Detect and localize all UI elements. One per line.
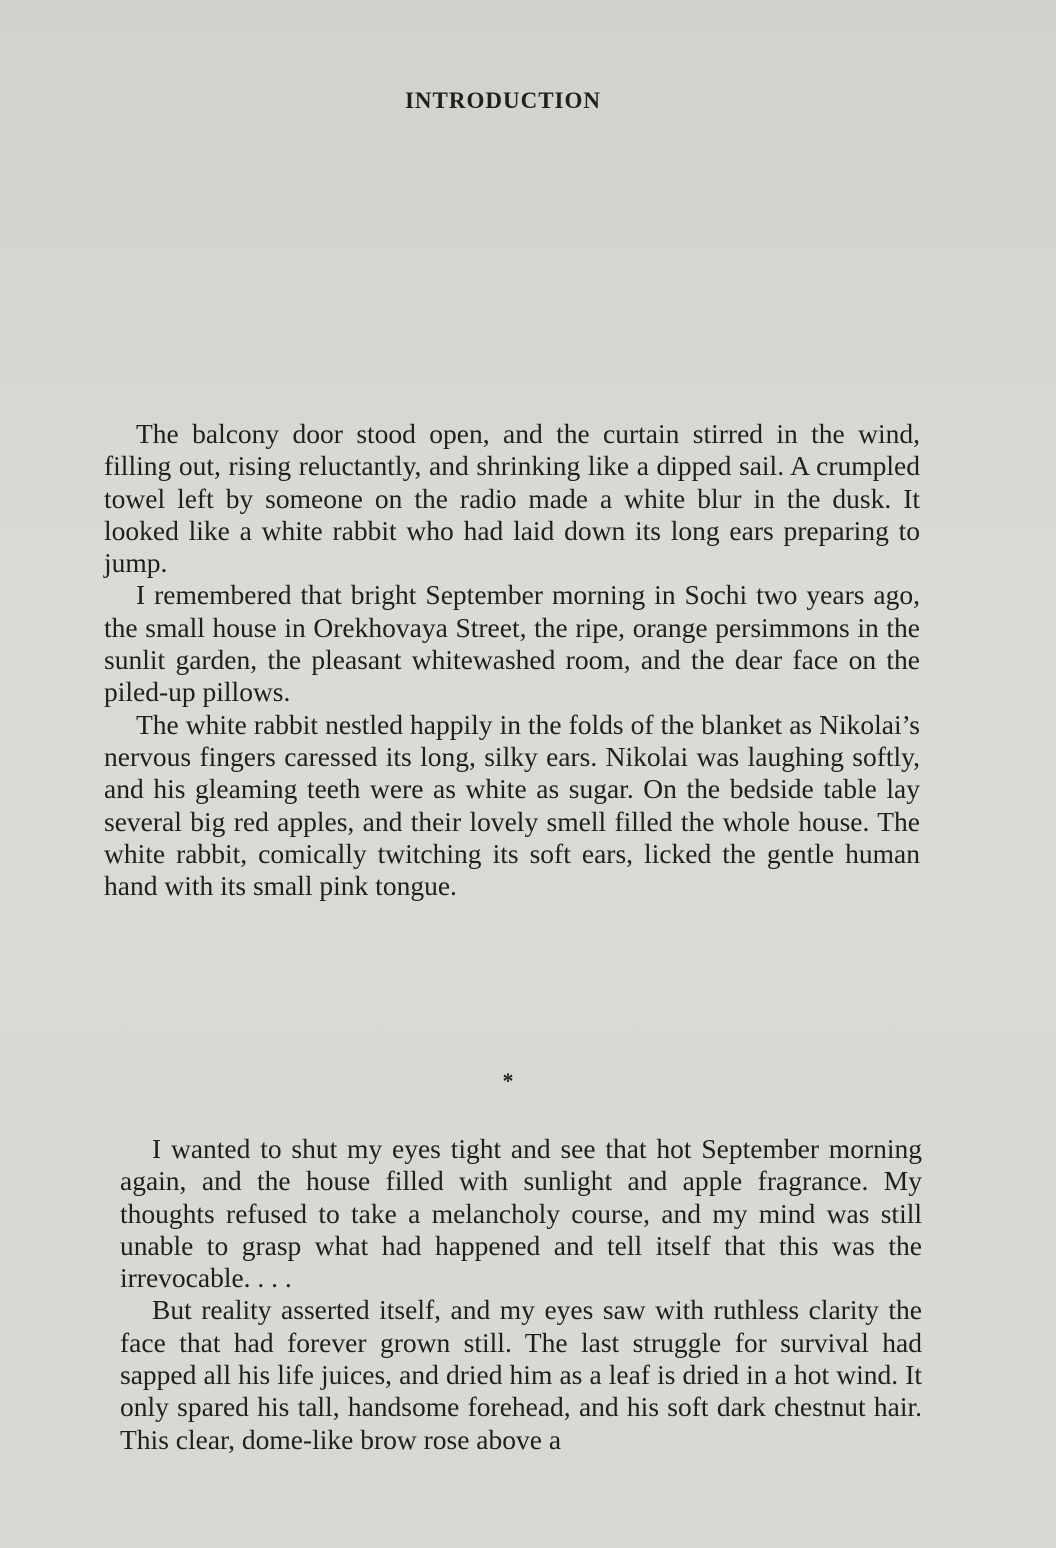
paragraph: The balcony door stood open, and the curtain stirred in the wind, filling out, rising reluctantly, and shrinking like a dipped sail. A crumpled towel left by someone on the radio made a white blur in the dusk. It looked like a white rabbit who had laid down its long ears preparing to jump.: [104, 418, 920, 579]
paragraph: I wanted to shut my eyes tight and see that hot September morning again, and the house filled with sunlight and apple fragrance. My thoughts refused to take a melancholy course, and my mind was still unable to grasp what had happened and tell itself that this was the irrevocable. . . .: [120, 1133, 922, 1294]
chapter-heading: INTRODUCTION: [404, 88, 602, 113]
text-block-1: [104, 418, 920, 902]
paragraph: The white rabbit nestled happily in the folds of the blanket as Nikolai’s nervous fingers caressed its long, silky ears. Nikolai was laughing softly, and his gleaming teeth were as white as sugar. On the bedside table lay several big red apples, and their lovely smell filled the whole house. The white rabbit, comically twitching its soft ears, licked the gentle human hand with its small pink tongue.: [104, 708, 920, 902]
paragraph: I remembered that bright September morning in Sochi two years ago, the small house in Orekhovaya Street, the ripe, orange persimmons in the sunlit garden, the pleasant whitewashed room, and the dear face on the piled-up pillows.: [104, 579, 920, 708]
section-separator: *: [502, 1068, 514, 1093]
text-block-2: [120, 1133, 922, 1456]
paragraph: But reality asserted itself, and my eyes saw with ruthless clarity the face that had forever grown still. The last struggle for survival had sapped all his life juices, and dried him as a leaf is dried in a hot wind. It only spared his tall, handsome forehead, and his soft dark chestnut hair. This clear, dome-like brow rose above a: [120, 1294, 922, 1455]
